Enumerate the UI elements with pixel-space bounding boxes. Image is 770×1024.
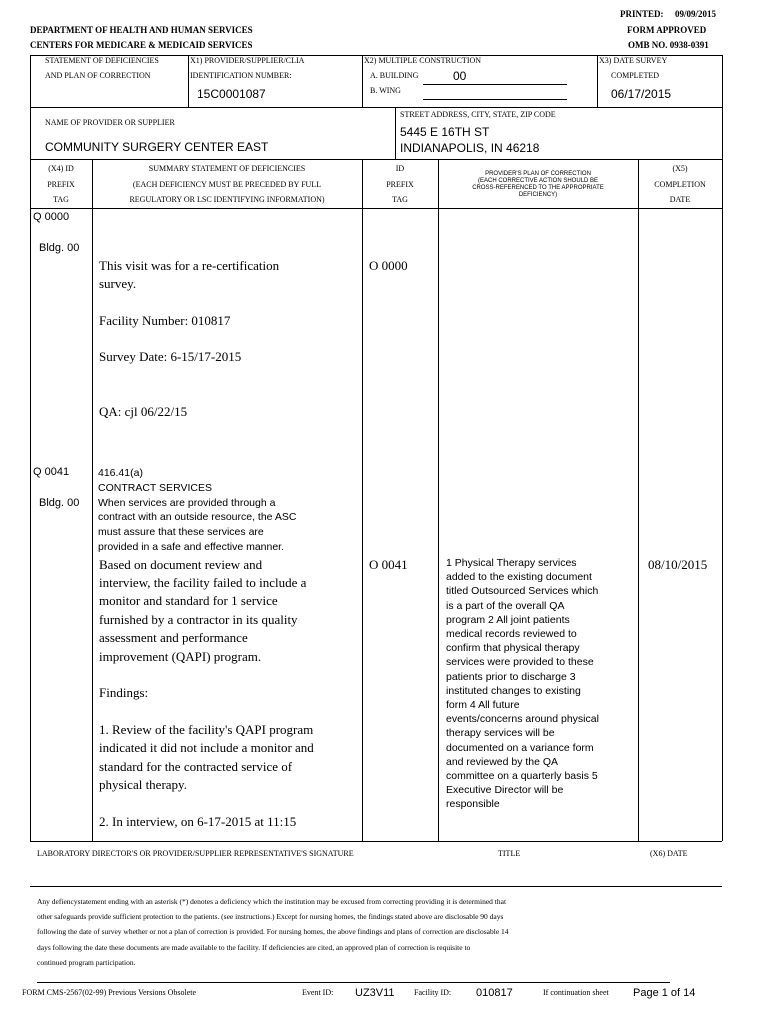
row2-finding1-4: physical therapy. bbox=[99, 777, 187, 792]
plan-line: services were provided to these bbox=[446, 656, 594, 669]
plan-line: patients prior to discharge 3 bbox=[446, 670, 576, 683]
x2-wing-label: B. WING bbox=[370, 86, 401, 95]
plan-line: therapy services will be bbox=[446, 727, 555, 740]
footer-facility-label: Facility ID: bbox=[414, 988, 452, 997]
provider-label: NAME OF PROVIDER OR SUPPLIER bbox=[45, 118, 175, 127]
row2-id-tag: O 0041 bbox=[369, 557, 408, 572]
plan-header-3: CROSS-REFERENCED TO THE APPROPRIATE bbox=[472, 185, 604, 191]
row2-body-2: interview, the facility failed to include a bbox=[99, 575, 307, 590]
row2-regulation-4: contract with an outside resource, the ASC bbox=[98, 511, 297, 523]
id-header-2: PREFIX bbox=[386, 180, 414, 189]
plan-line: 1 Physical Therapy services bbox=[446, 557, 577, 569]
plan-line: confirm that physical therapy bbox=[446, 642, 580, 655]
provider-name: COMMUNITY SURGERY CENTER EAST bbox=[45, 140, 269, 154]
row1-survey-date: Survey Date: 6-15/17-2015 bbox=[99, 349, 242, 364]
row2-body-4: furnished by a contractor in its quality bbox=[99, 612, 298, 627]
row1-qa: QA: cjl 06/22/15 bbox=[99, 404, 188, 419]
plan-line: and reviewed by the QA bbox=[446, 755, 559, 768]
plan-line: medical records reviewed to bbox=[446, 628, 577, 641]
disclaimer bbox=[37, 894, 727, 970]
disclaimer-line: other safeguards provide sufficient protection to the patients. (see instructions.) Except for nursing homes, the findings stated above are disclosable 90 days bbox=[37, 912, 504, 922]
plan-line: form 4 All future bbox=[446, 699, 520, 712]
disclaimer-line: continued program participation. bbox=[37, 957, 136, 967]
row2-body-5: assessment and performance bbox=[99, 630, 248, 645]
row2-regulation-6: provided in a safe and effective manner. bbox=[98, 541, 285, 553]
x1-value: 15C0001087 bbox=[197, 87, 266, 101]
plan-line: Executive Director will be bbox=[446, 784, 564, 797]
row1-building: Bldg. 00 bbox=[39, 242, 80, 254]
summary-header-2: (EACH DEFICIENCY MUST BE PRECEDED BY FULL bbox=[132, 180, 322, 189]
disclaimer-line: days following the date these documents are made available to the facility. If deficiencies are cited, an approved plan of correction is requisite to bbox=[37, 942, 471, 952]
disclaimer-line: following the date of survey whether or not a plan of correction is provided. For nursing homes, the above findings and plans of correction are disclosable 14 bbox=[37, 927, 509, 937]
row2-finding1-1: 1. Review of the facility's QAPI program bbox=[99, 722, 314, 737]
row2-regulation-5: must assure that these services are bbox=[98, 526, 264, 538]
row2-finding2-1: 2. In interview, on 6-17-2015 at 11:15 bbox=[99, 814, 297, 829]
x1-label-1: X1) PROVIDER/SUPPLIER/CLIA bbox=[190, 56, 305, 65]
x4-header-3: TAG bbox=[53, 195, 69, 204]
row2-regulation-3: When services are provided through a bbox=[98, 497, 276, 509]
row1-id-tag: O 0000 bbox=[369, 258, 408, 273]
printed-label: PRINTED: bbox=[620, 9, 664, 19]
address-line-1: 5445 E 16TH ST bbox=[400, 125, 490, 139]
plan-line: events/concerns around physical bbox=[446, 713, 599, 726]
summary-header-3: REGULATORY OR LSC IDENTIFYING INFORMATION) bbox=[129, 195, 325, 204]
x2-label: X2) MULTIPLE CONSTRUCTION bbox=[364, 56, 482, 65]
row2-findings: Findings: bbox=[99, 685, 149, 700]
plan-line: added to the existing document bbox=[446, 571, 592, 584]
row2-finding1-2: indicated it did not include a monitor and bbox=[99, 740, 314, 755]
plan-line: documented on a variance form bbox=[446, 741, 594, 754]
plan-line: committee on a quarterly basis 5 bbox=[446, 770, 598, 783]
row1-text-1: This visit was for a re-certification bbox=[99, 258, 280, 273]
x3-label-1: X3) DATE SURVEY bbox=[599, 56, 668, 65]
footer-event-id: UZ3V11 bbox=[355, 987, 395, 999]
id-header-1: ID bbox=[395, 164, 405, 173]
signature-title-label: TITLE bbox=[498, 849, 521, 858]
footer-event-label: Event ID: bbox=[302, 988, 334, 997]
summary-header-1: SUMMARY STATEMENT OF DEFICIENCIES bbox=[148, 164, 306, 173]
signature-date-label: (X6) DATE bbox=[650, 849, 688, 858]
row1-tag: Q 0000 bbox=[33, 211, 70, 223]
plan-header-2: (EACH CORRECTIVE ACTION SHOULD BE bbox=[477, 178, 599, 184]
x5-header-3: DATE bbox=[669, 195, 691, 204]
signature-label: LABORATORY DIRECTOR'S OR PROVIDER/SUPPLIER REPRESENTATIVE'S SIGNATURE bbox=[37, 849, 354, 858]
department-name: DEPARTMENT OF HEALTH AND HUMAN SERVICES bbox=[30, 25, 253, 35]
address-label: STREET ADDRESS, CITY, STATE, ZIP CODE bbox=[400, 110, 556, 119]
printed-date: 09/09/2015 bbox=[675, 9, 717, 19]
row2-plan-of-correction bbox=[446, 556, 599, 812]
x1-label-2: IDENTIFICATION NUMBER: bbox=[190, 71, 292, 80]
plan-line: is a part of the overall QA bbox=[446, 599, 565, 612]
x4-header-2: PREFIX bbox=[47, 180, 75, 189]
centers-name: CENTERS FOR MEDICARE & MEDICAID SERVICES bbox=[30, 40, 253, 50]
x2-building-label: A. BUILDING bbox=[370, 71, 419, 80]
plan-header-4: DEFICIENCY) bbox=[518, 192, 558, 198]
row1-text-2: survey. bbox=[99, 276, 137, 291]
x5-header-1: (X5) bbox=[672, 164, 688, 173]
plan-line: instituted changes to existing bbox=[446, 684, 581, 697]
footer-continuation: If continuation sheet bbox=[543, 988, 609, 997]
row1-facility-number: Facility Number: 010817 bbox=[99, 313, 231, 328]
row2-body-3: monitor and standard for 1 service bbox=[99, 593, 278, 608]
address-line-2: INDIANAPOLIS, IN 46218 bbox=[400, 141, 540, 155]
statement-label-1: STATEMENT OF DEFICIENCIES bbox=[45, 56, 159, 65]
plan-line: titled Outsourced Services which bbox=[446, 585, 599, 598]
footer-facility-id: 010817 bbox=[476, 987, 513, 999]
disclaimer-line: Any defiencystatement ending with an asterisk (*) denotes a deficiency which the institution may be excused from correcting providing it is determined that bbox=[37, 897, 507, 906]
footer-form: FORM CMS-2567(02-99) Previous Versions Obsolete bbox=[22, 988, 197, 997]
x5-header-2: COMPLETION bbox=[654, 180, 706, 189]
row2-body-6: improvement (QAPI) program. bbox=[99, 649, 262, 664]
x3-value: 06/17/2015 bbox=[611, 87, 672, 101]
row2-tag: Q 0041 bbox=[33, 466, 70, 478]
x4-header-1: (X4) ID bbox=[48, 164, 74, 173]
plan-line: program 2 All joint patients bbox=[446, 613, 570, 626]
id-header-3: TAG bbox=[392, 195, 408, 204]
plan-header-1: PROVIDER'S PLAN OF CORRECTION bbox=[485, 171, 591, 177]
x2-building-value: 00 bbox=[453, 69, 467, 83]
row2-regulation-2: CONTRACT SERVICES bbox=[98, 482, 212, 494]
row2-regulation-1: 416.41(a) bbox=[98, 467, 143, 479]
footer-page-number: Page 1 of 14 bbox=[633, 987, 696, 999]
omb-number: OMB NO. 0938-0391 bbox=[628, 40, 709, 50]
row2-building: Bldg. 00 bbox=[39, 497, 80, 509]
plan-line: responsible bbox=[446, 798, 500, 811]
row2-finding1-3: standard for the contracted service of bbox=[99, 759, 293, 774]
form-approved: FORM APPROVED bbox=[627, 25, 707, 35]
statement-label-2: AND PLAN OF CORRECTION bbox=[45, 71, 151, 80]
row2-completion-date: 08/10/2015 bbox=[648, 557, 708, 572]
row2-body-1: Based on document review and bbox=[99, 557, 263, 572]
x3-label-2: COMPLETED bbox=[611, 71, 659, 80]
